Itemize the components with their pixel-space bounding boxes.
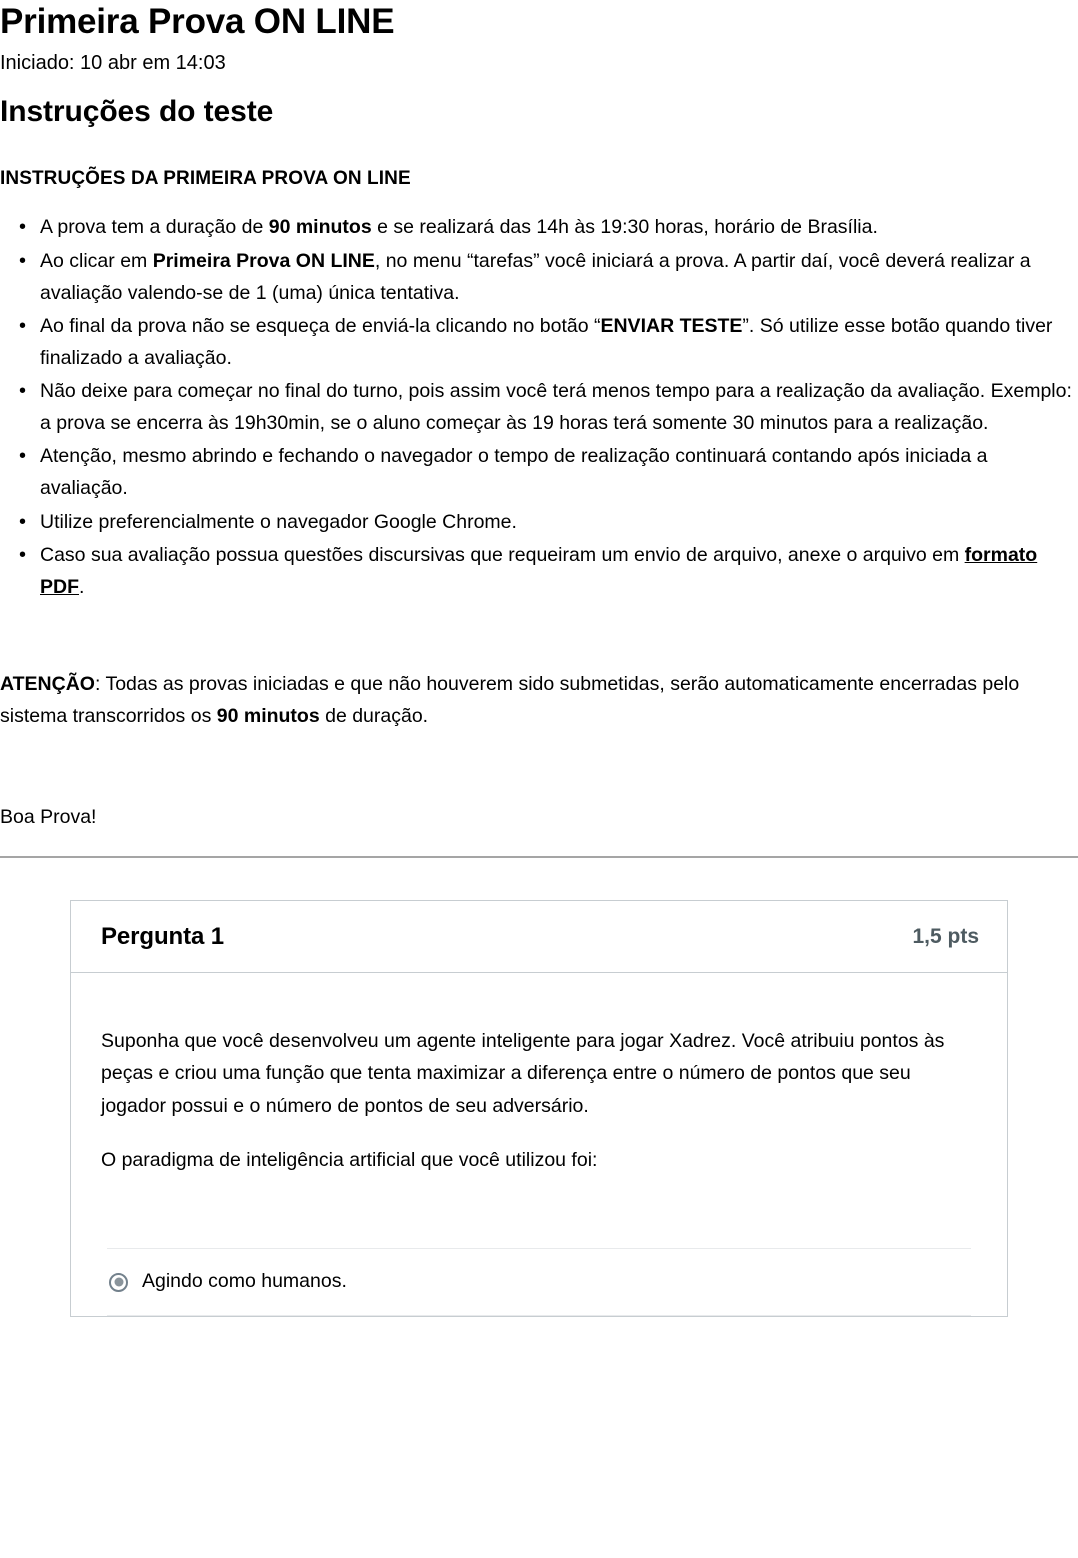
emphasis-bold-underline: formato PDF bbox=[40, 544, 1038, 598]
text-run: ”. Só utilize esse botão quando tiver finalizado a avaliação. bbox=[40, 315, 1053, 369]
answer-option[interactable] bbox=[101, 1249, 977, 1314]
instruction-bullet-4 bbox=[0, 376, 1078, 439]
question-points-badge: 1,5 pts bbox=[912, 924, 979, 948]
attention-paragraph bbox=[0, 669, 1078, 732]
emphasis-bold: ATENÇÃO bbox=[0, 673, 95, 696]
instruction-bullet-3 bbox=[0, 311, 1078, 374]
text-run: A prova tem a duração de bbox=[40, 216, 269, 239]
answer-option-label: Agindo como humanos. bbox=[142, 1270, 347, 1293]
instruction-bullet-2 bbox=[0, 246, 1078, 309]
answer-divider bbox=[107, 1315, 971, 1316]
radio-button-icon[interactable] bbox=[109, 1273, 128, 1292]
emphasis-bold: 90 minutos bbox=[216, 704, 320, 727]
instruction-bullet-7 bbox=[0, 540, 1078, 603]
question-title: Pergunta 1 bbox=[101, 922, 225, 950]
question-container bbox=[0, 858, 1078, 1317]
question-header bbox=[71, 901, 1007, 973]
instructions-body bbox=[0, 164, 1078, 834]
instruction-bullet-1 bbox=[0, 212, 1078, 244]
text-run: Utilize preferencialmente o navegador Google Chrome. bbox=[40, 510, 517, 533]
instruction-bullet-6 bbox=[0, 507, 1078, 539]
instructions-bullet-list bbox=[0, 212, 1078, 603]
text-run: , no menu “tarefas” você iniciará a prova. A partir daí, você deverá realizar a avaliação valendo-se de 1 (uma) única tentativa. bbox=[40, 249, 1031, 304]
closing-message: Boa Prova! bbox=[0, 806, 97, 829]
answer-options-list bbox=[101, 1248, 977, 1315]
page-title: Primeira Prova ON LINE bbox=[0, 2, 395, 41]
emphasis-bold: Primeira Prova ON LINE bbox=[152, 249, 375, 272]
text-run: Não deixe para começar no final do turno, pois assim você terá menos tempo para a realização da avaliação. Exemplo: a prova se encerra às 19h30min, se o aluno começar às 19 horas terá somente 30 minutos para a realização. bbox=[40, 380, 1072, 434]
instructions-subtitle: INSTRUÇÕES DA PRIMEIRA PROVA ON LINE bbox=[0, 167, 411, 189]
emphasis-bold: 90 minutos bbox=[268, 216, 372, 239]
text-run: e se realizará das 14h às 19:30 horas, horário de Brasília. bbox=[371, 216, 878, 239]
text-run: de duração. bbox=[319, 704, 429, 727]
emphasis-bold: ENVIAR TESTE bbox=[600, 315, 743, 338]
question-paragraph-1: Suponha que você desenvolveu um agente inteligente para jogar Xadrez. Você atribuiu pontos às peças e criou uma função que tenta maximizar a diferença entre o número de pontos que seu jogador possui e o número de pontos de seu adversário. bbox=[101, 1030, 945, 1117]
question-text bbox=[101, 1025, 977, 1176]
question-body bbox=[71, 973, 1007, 1316]
instructions-heading: Instruções do teste bbox=[0, 94, 274, 128]
text-run: Ao final da prova não se esqueça de enviá-la clicando no botão “ bbox=[40, 315, 601, 338]
text-run: : Todas as provas iniciadas e que não houverem sido submetidas, serão automaticamente encerradas pelo sistema transcorridos os bbox=[0, 673, 1020, 727]
text-run: Caso sua avaliação possua questões discursivas que requeiram um envio de arquivo, anexe o arquivo em bbox=[40, 544, 965, 567]
question-paragraph-2: O paradigma de inteligência artificial que você utilizou foi: bbox=[101, 1149, 598, 1172]
text-run: Ao clicar em bbox=[40, 249, 153, 272]
question-card bbox=[70, 900, 1008, 1317]
instruction-bullet-5 bbox=[0, 441, 1078, 504]
text-run: Atenção, mesmo abrindo e fechando o navegador o tempo de realização continuará contando após iniciada a avaliação. bbox=[40, 445, 988, 499]
text-run: . bbox=[79, 575, 85, 598]
quiz-started-timestamp: Iniciado: 10 abr em 14:03 bbox=[0, 51, 226, 74]
